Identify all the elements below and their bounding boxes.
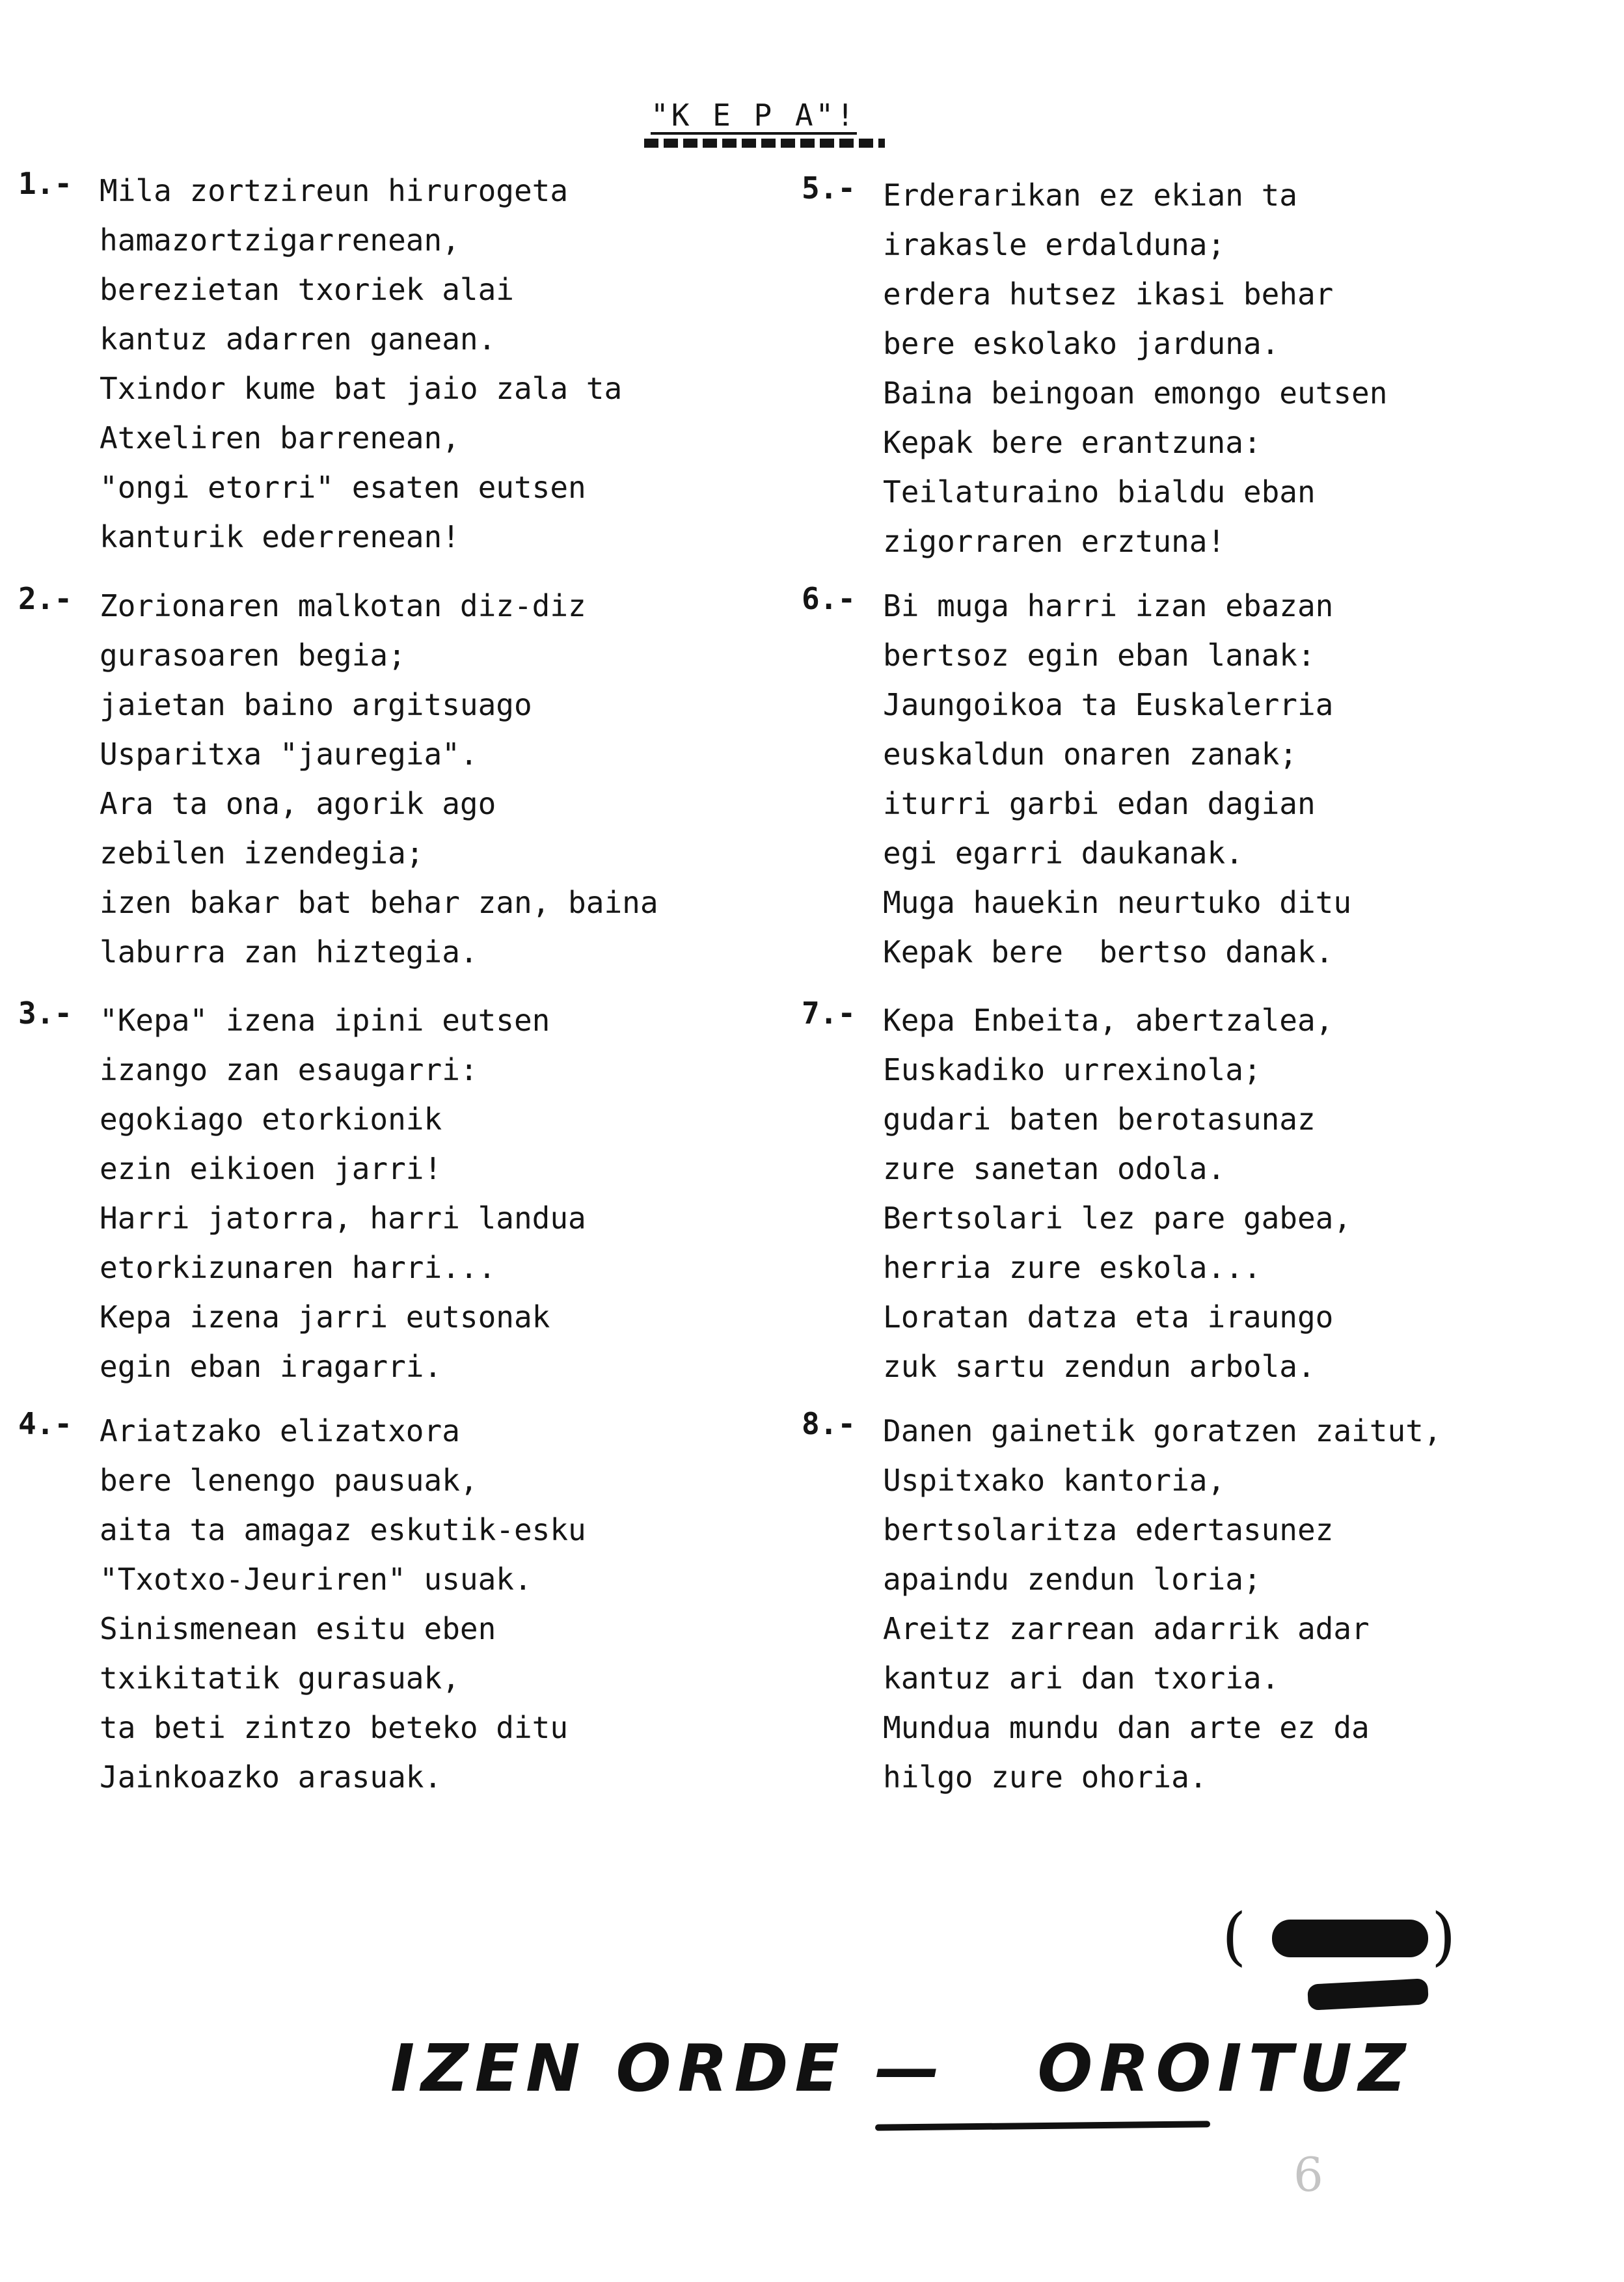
verse-line: Uspitxako kantoria, [883, 1463, 1226, 1498]
verse-line: bere lenengo pausuak, [100, 1463, 478, 1498]
page-number-mark: 6 [1293, 2147, 1323, 2202]
verse-line: Ariatzako elizatxora [100, 1413, 460, 1448]
redaction-open-paren: ( [1222, 1900, 1247, 1973]
redaction-block [1272, 1920, 1428, 1957]
verse-line: egi egarri daukanak. [883, 835, 1243, 871]
verse-line: Mundua mundu dan arte ez da [883, 1710, 1370, 1745]
verse-line: Teilaturaino bialdu eban [883, 474, 1316, 509]
redaction-block-secondary [1307, 1978, 1429, 2011]
stanza-lines [883, 1406, 1442, 1802]
verse-line: Mila zortzireun hirurogeta [100, 173, 569, 208]
verse-line: Danen gainetik goratzen zaitut, [883, 1413, 1442, 1448]
verse-line: Usparitxa "jauregia". [100, 737, 478, 772]
verse-line: txikitatik gurasuak, [100, 1661, 460, 1696]
verse-line: zebilen izendegia; [100, 835, 424, 871]
verse-line: kantuz ari dan txoria. [883, 1661, 1280, 1696]
verse-line: Ara ta ona, agorik ago [100, 786, 496, 821]
verse-line: Jainkoazko arasuak. [100, 1759, 442, 1795]
verse-line: kantuz adarren ganean. [100, 321, 496, 357]
verse-line: bertsolaritza edertasunez [883, 1512, 1334, 1547]
verse-line: Kepak bere bertso danak. [883, 934, 1334, 970]
verse-line: euskaldun onaren zanak; [883, 737, 1297, 772]
verse-line: bere eskolako jarduna. [883, 326, 1280, 361]
verse-line: kanturik ederrenean! [100, 519, 460, 554]
verse-line: ezin eikioen jarri! [100, 1151, 442, 1186]
verse-line: "ongi etorri" esaten eutsen [100, 470, 586, 505]
verse-line: Zorionaren malkotan diz-diz [100, 588, 586, 623]
verse-line: Erderarikan ez ekian ta [883, 178, 1297, 213]
redaction-close-paren: ) [1431, 1900, 1456, 1973]
verse-line: Baina beingoan emongo eutsen [883, 375, 1388, 411]
handwritten-signature [390, 2030, 1413, 2106]
verse-line: Euskadiko urrexinola; [883, 1052, 1262, 1087]
verse-line: ta beti zintzo beteko ditu [100, 1710, 569, 1745]
verse-line: berezietan txoriek alai [100, 272, 514, 307]
verse-line: egokiago etorkionik [100, 1102, 442, 1137]
verse-line: etorkizunaren harri... [100, 1250, 496, 1285]
verse-line: zure sanetan odola. [883, 1151, 1226, 1186]
verse-line: erdera hutsez ikasi behar [883, 277, 1334, 312]
poem-title: "K E P A"! [651, 98, 857, 133]
verse-line: herria zure eskola... [883, 1250, 1262, 1285]
verse-line: izen bakar bat behar zan, baina [100, 885, 658, 920]
verse-line: Kepa Enbeita, abertzalea, [883, 1003, 1334, 1038]
pseudonym-name: OROITUZ [1037, 2030, 1413, 2106]
stanza-number: 4.- [18, 1406, 73, 1441]
verse-line: Kepa izena jarri eutsonak [100, 1299, 550, 1335]
stanza-lines [883, 581, 1351, 977]
stanza-lines [883, 170, 1387, 566]
stanza-lines [100, 996, 586, 1391]
stanza-lines [100, 581, 658, 977]
verse-line: aita ta amagaz eskutik-esku [100, 1512, 586, 1547]
signature-underline [875, 2121, 1210, 2130]
verse-line: egin eban iragarri. [100, 1349, 442, 1384]
stanza-number: 5.- [802, 170, 856, 206]
title-underline-rule [644, 139, 885, 148]
verse-line: Kepak bere erantzuna: [883, 425, 1262, 460]
verse-line: hamazortzigarrenean, [100, 223, 460, 258]
verse-line: gudari baten berotasunaz [883, 1102, 1316, 1137]
verse-line: Bertsolari lez pare gabea, [883, 1201, 1352, 1236]
verse-line: zigorraren erztuna! [883, 524, 1226, 559]
verse-line: izango zan esaugarri: [100, 1052, 478, 1087]
verse-line: Areitz zarrean adarrik adar [883, 1611, 1370, 1646]
verse-line: irakasle erdalduna; [883, 227, 1226, 262]
verse-line: Atxeliren barrenean, [100, 420, 460, 455]
verse-line: jaietan baino argitsuago [100, 687, 532, 722]
pseudonym-label: IZEN ORDE — [390, 2030, 947, 2106]
verse-line: zuk sartu zendun arbola. [883, 1349, 1316, 1384]
verse-line: gurasoaren begia; [100, 638, 406, 673]
verse-line: Muga hauekin neurtuko ditu [883, 885, 1352, 920]
verse-line: iturri garbi edan dagian [883, 786, 1316, 821]
stanza-number: 3.- [18, 996, 73, 1031]
stanza-number: 7.- [802, 996, 856, 1031]
stanza-lines [100, 1406, 586, 1802]
verse-line: Jaungoikoa ta Euskalerria [883, 687, 1334, 722]
stanza-number: 2.- [18, 581, 73, 616]
stanza-lines [883, 996, 1351, 1391]
verse-line: Sinismenean esitu eben [100, 1611, 496, 1646]
stanza-number: 6.- [802, 581, 856, 616]
verse-line: Bi muga harri izan ebazan [883, 588, 1334, 623]
verse-line: Txindor kume bat jaio zala ta [100, 371, 623, 406]
stanza-number: 8.- [802, 1406, 856, 1441]
verse-line: laburra zan hiztegia. [100, 934, 478, 970]
stanza-lines [100, 166, 622, 562]
verse-line: apaindu zendun loria; [883, 1562, 1262, 1597]
verse-line: hilgo zure ohoria. [883, 1759, 1208, 1795]
verse-line: Harri jatorra, harri landua [100, 1201, 586, 1236]
verse-line: "Kepa" izena ipini eutsen [100, 1003, 550, 1038]
verse-line: Loratan datza eta iraungo [883, 1299, 1334, 1335]
verse-line: "Txotxo-Jeuriren" usuak. [100, 1562, 532, 1597]
verse-line: bertsoz egin eban lanak: [883, 638, 1316, 673]
stanza-number: 1.- [18, 166, 73, 201]
